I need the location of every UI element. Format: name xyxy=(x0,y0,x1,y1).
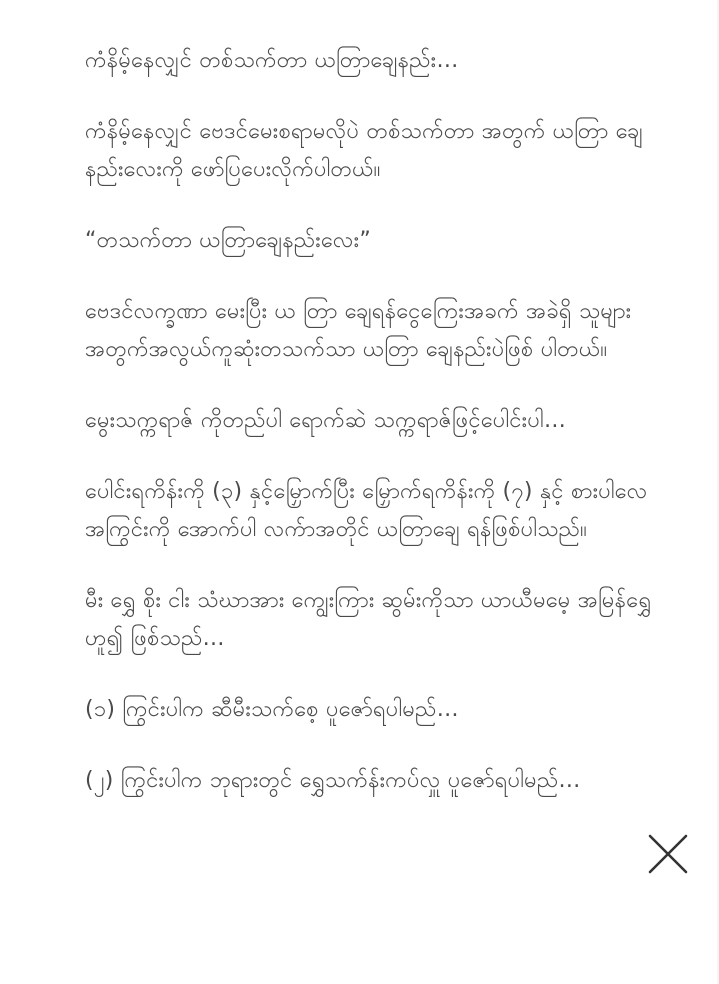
article-subtitle: “တသက်တာ ယတြာချေနည်းလေး” xyxy=(85,228,371,253)
step-birth-year: မွေးသက္ကရာဇ် ကိုတည်ပါ ရောက်ဆဲ သက္ကရာဇ်ဖြင့်ပေါင်းပါ… xyxy=(85,408,567,433)
close-icon xyxy=(646,832,690,876)
remainder-item-2: (၂) ကြွင်းပါက ဘုရားတွင် ရွှေသက်န်းကပ်လှူ ပူဇော်ရပါမည်… xyxy=(85,768,581,793)
article-title: ကံနိမ့်နေလျှင် တစ်သက်တာ ယတြာချေနည်း… xyxy=(85,48,459,73)
remainder-item-1: (၁) ကြွင်းပါက ဆီမီးသက်စေ့ ပူဇော်ရပါမည်… xyxy=(85,697,459,722)
article-description: ဗေဒင်လက္ခဏာ မေးပြီး ယ တြာ ချေရန်ငွေကြေးအခက် အခဲရှိ သူများအတွက်အလွယ်ကူဆုံးတသက်သာ ယတြာ ချေနည်းပဲဖြစ် ပါတယ်။ xyxy=(85,299,632,362)
step-calculation: ပေါင်းရကိန်းကို (၃) နှင့်မြှောက်ပြီး မြှောက်ရကိန်းကို (၇) နှင့် စားပါလေအကြွင်းကို အောက်ပါ လက်ာအတိုင် ယတြာချေ ရန်ဖြစ်ပါသည်။ xyxy=(85,479,648,542)
article-content xyxy=(85,42,660,800)
close-button[interactable] xyxy=(646,832,690,876)
rhyme-verse: မီး ရွှေ စိုး ငါး သံဃာအား ကျွေးကြား ဆွမ်းကိုသာ ယာယီမမေ့ အမြန်ရွှေ ဟူ၍ ဖြစ်သည်… xyxy=(85,588,652,651)
article-intro: ကံနိမ့်နေလျှင် ဗေဒင်မေးစရာမလိုပဲ တစ်သက်တာ အတွက် ယတြာ ချေနည်းလေးကို ဖော်ပြပေးလိုက်ပါတယ်။ xyxy=(85,119,643,182)
